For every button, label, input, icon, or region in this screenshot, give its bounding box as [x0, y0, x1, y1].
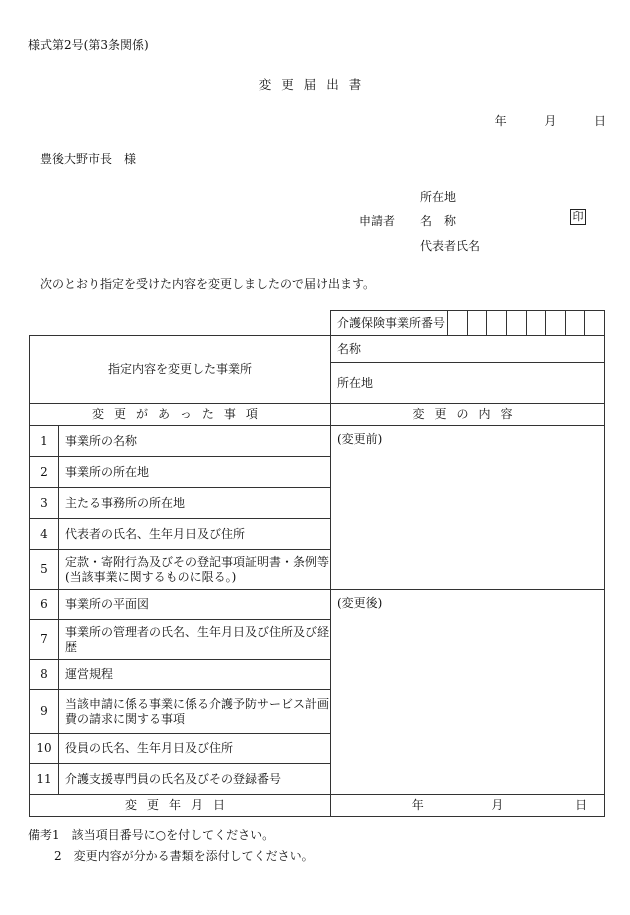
- note-1: 備考1 該当項目番号に○を付してください。: [28, 828, 275, 842]
- note-2: 2 変更内容が分かる書類を添付してください。: [54, 849, 314, 863]
- item-text-line: 事業所の管理者の氏名、生年月日及び住所及び経: [65, 624, 330, 639]
- addressee: 豊後大野市長 様: [40, 152, 137, 166]
- item-text-line: 費の請求に関する事項: [65, 711, 186, 726]
- change-date-month: 月: [491, 798, 504, 812]
- item-text: [59, 620, 331, 660]
- before-label: (変更前): [337, 432, 383, 446]
- item-number: 3: [30, 488, 59, 519]
- date-day: 日: [593, 114, 606, 128]
- applicant-address-label: 所在地: [420, 190, 457, 204]
- applicant-name-label: 名 称: [420, 214, 457, 228]
- item-number: 1: [30, 426, 59, 457]
- item-number: 7: [30, 620, 59, 660]
- item-number: 9: [30, 690, 59, 734]
- item-text-line: 当該申請に係る事業に係る介護予防サービス計画: [65, 696, 330, 711]
- applicant-representative-label: 代表者氏名: [420, 239, 481, 253]
- items-header: 変更があった事項: [30, 404, 331, 426]
- item-number: 4: [30, 519, 59, 550]
- item-number: 6: [30, 590, 59, 620]
- item-number: 10: [30, 734, 59, 764]
- content-header: 変更の内容: [331, 404, 605, 426]
- item-text: 主たる事務所の所在地: [59, 488, 331, 519]
- item-number: 2: [30, 457, 59, 488]
- office-name-label: 名称: [337, 341, 362, 356]
- item-text-line: 歴: [65, 639, 78, 654]
- date-month: 月: [544, 114, 557, 128]
- item-number: 8: [30, 660, 59, 690]
- change-date-field[interactable]: [331, 795, 605, 817]
- office-address-label: 所在地: [337, 375, 374, 390]
- applicant-label: 申請者: [359, 214, 396, 228]
- after-label: (変更後): [337, 596, 383, 610]
- office-number-boxes[interactable]: [448, 311, 605, 336]
- content-before-field[interactable]: [331, 426, 605, 590]
- item-text: 運営規程: [59, 660, 331, 690]
- change-form-table: [29, 310, 605, 817]
- item-number: 11: [30, 764, 59, 795]
- item-text-line: (当該事業に関するものに限る。): [65, 569, 237, 584]
- item-text: 事業所の平面図: [59, 590, 331, 620]
- change-date-label: 変更年月日: [30, 795, 331, 817]
- date-year: 年: [494, 114, 507, 128]
- content-after-field[interactable]: [331, 590, 605, 795]
- item-text: 事業所の所在地: [59, 457, 331, 488]
- item-text: 介護支援専門員の氏名及びその登録番号: [59, 764, 331, 795]
- page-title: 変更届出書: [258, 77, 372, 92]
- intro-text: 次のとおり指定を受けた内容を変更しましたので届け出ます。: [40, 277, 376, 291]
- item-text: [59, 550, 331, 590]
- item-text: 事業所の名称: [59, 426, 331, 457]
- change-date-day: 日: [575, 798, 588, 812]
- item-text-line: 定款・寄附行為及びその登記事項証明書・条例等: [65, 554, 330, 569]
- item-number: 5: [30, 550, 59, 590]
- item-text: [59, 690, 331, 734]
- change-date-year: 年: [411, 798, 424, 812]
- item-text: 役員の氏名、生年月日及び住所: [59, 734, 331, 764]
- office-number-label: 介護保険事業所番号: [331, 311, 448, 336]
- seal-mark: 印: [570, 209, 586, 225]
- submission-date: [495, 112, 606, 129]
- item-text: 代表者の氏名、生年月日及び住所: [59, 519, 331, 550]
- office-name-field[interactable]: [331, 336, 605, 363]
- blank-cell: [30, 311, 331, 336]
- office-address-field[interactable]: [331, 363, 605, 404]
- office-section-label: 指定内容を変更した事業所: [30, 336, 331, 404]
- form-number-label: 様式第2号(第3条関係): [28, 38, 149, 52]
